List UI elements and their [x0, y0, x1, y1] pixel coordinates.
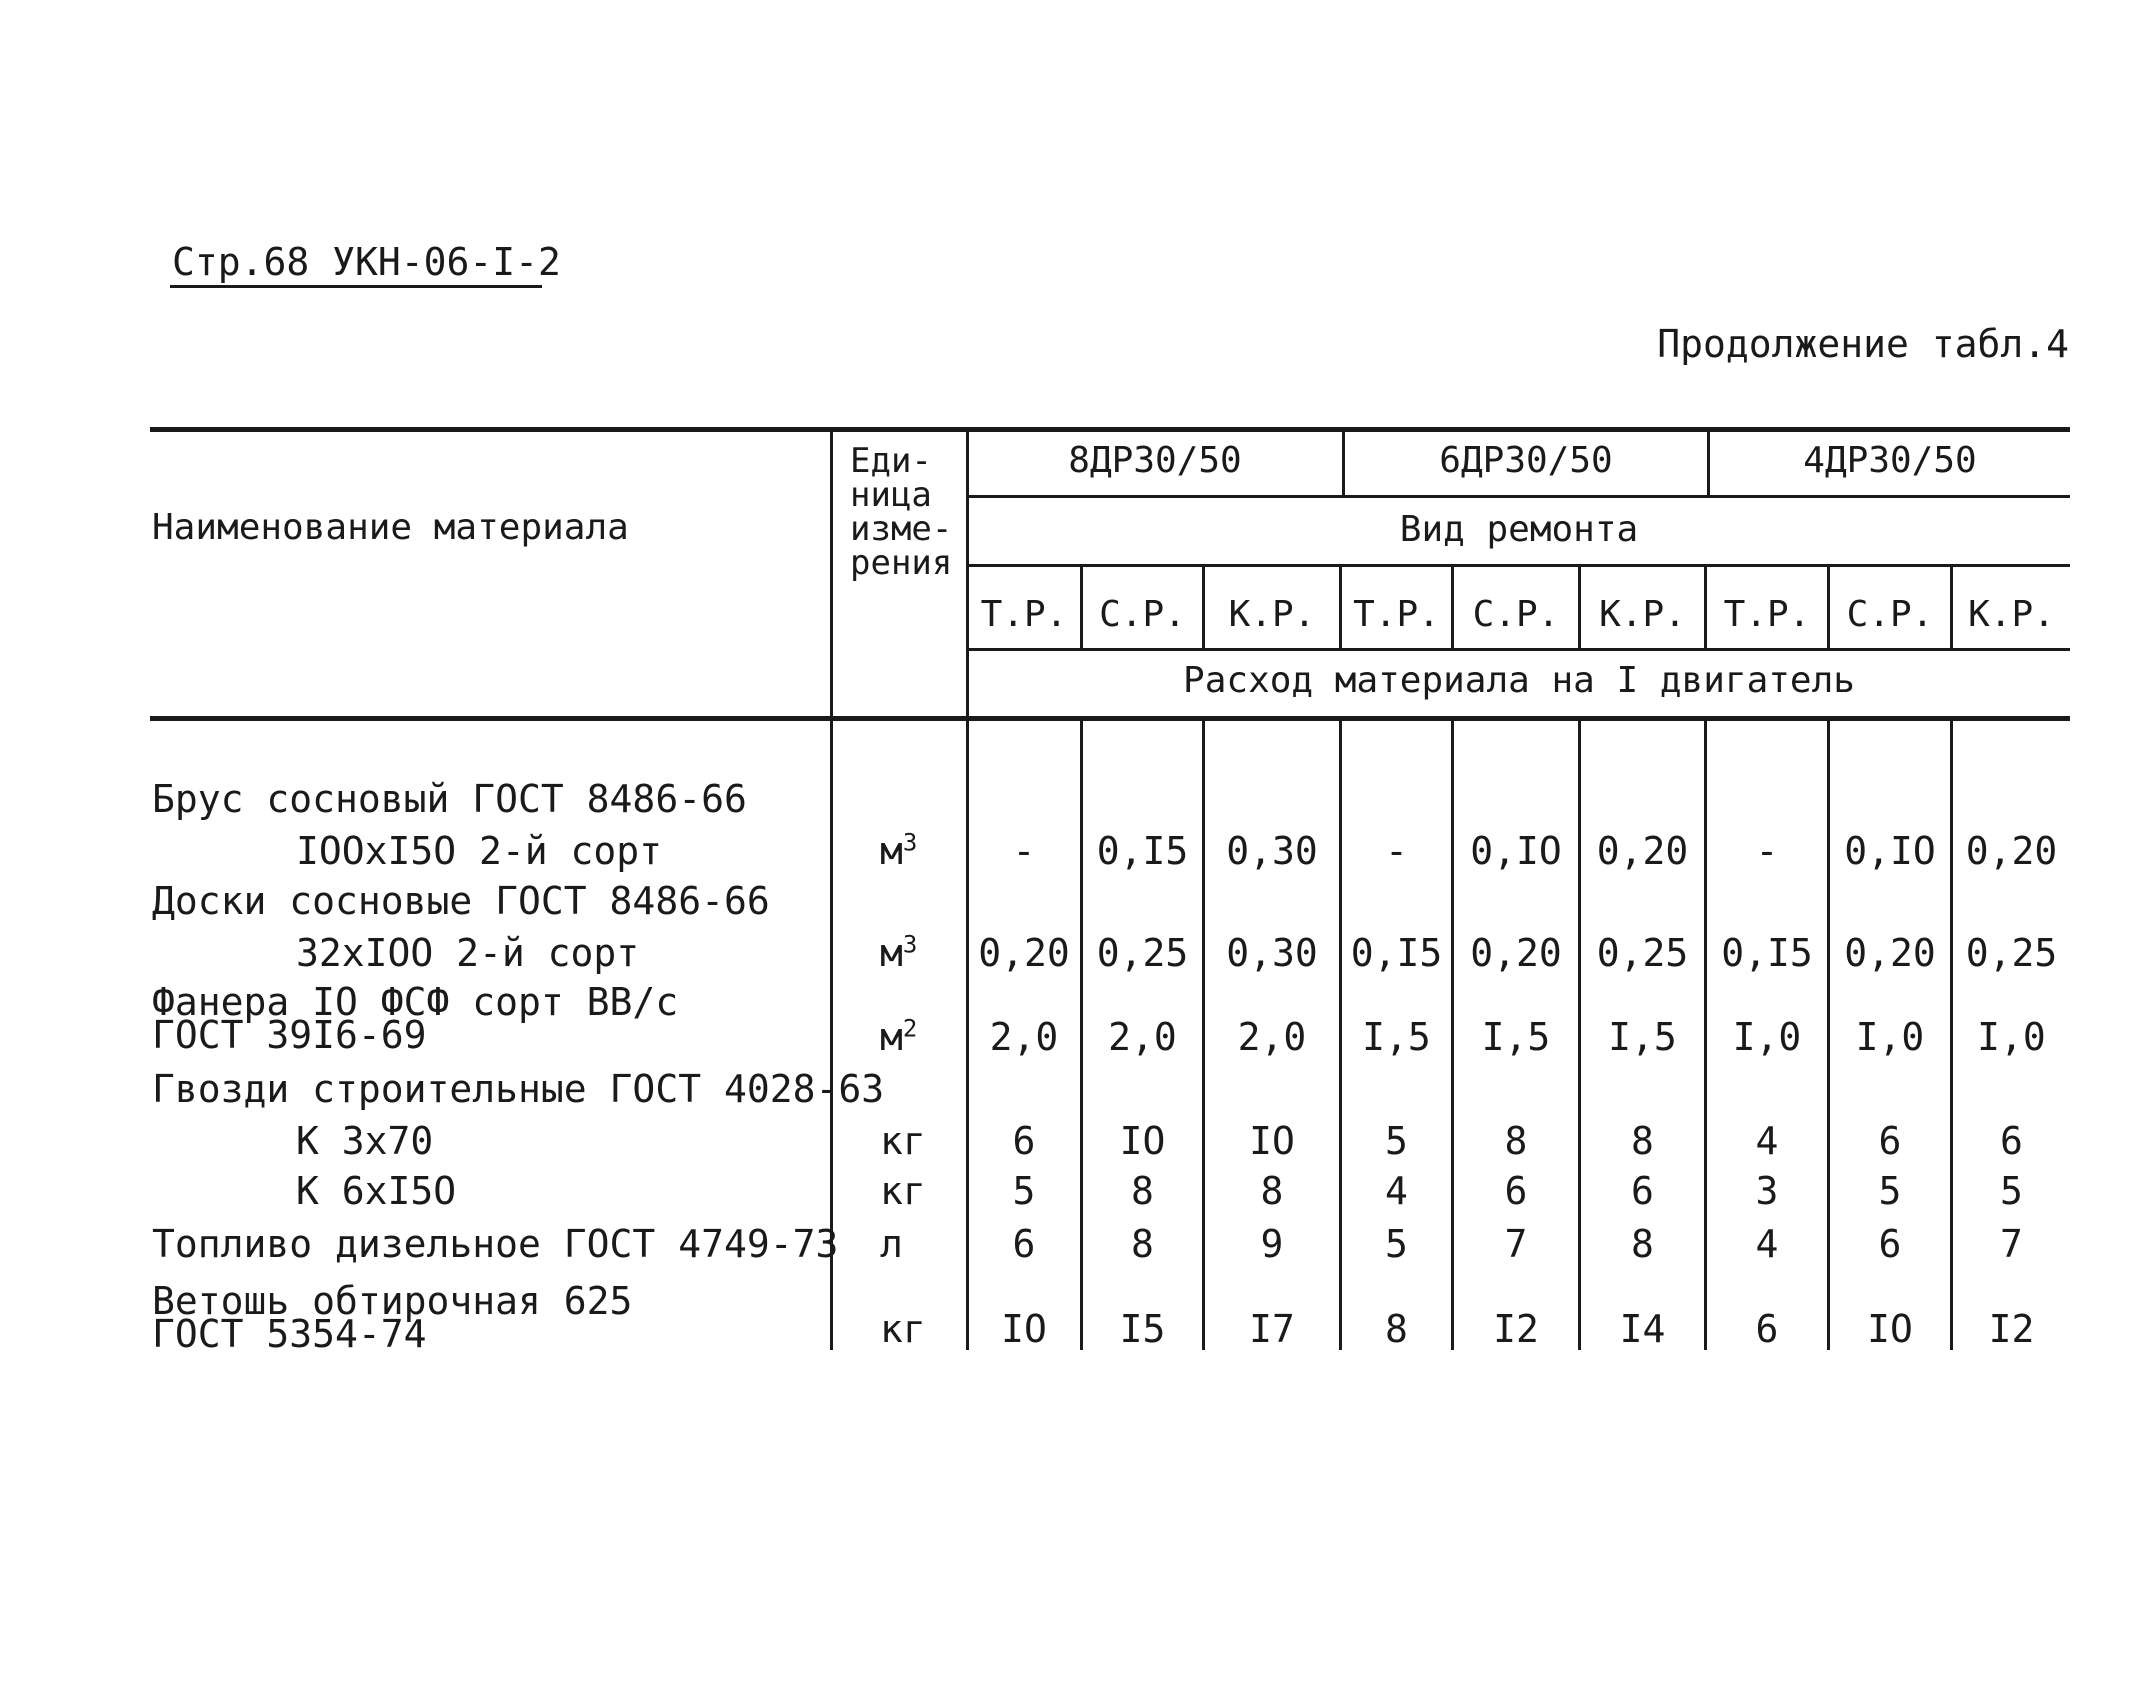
unit-header-line-2: ница — [850, 475, 932, 515]
table-top-rule — [150, 427, 2070, 432]
material-name: Фанера IO ФСФ сорт ВВ/с — [152, 980, 679, 1024]
value-cell: 4 — [1755, 1222, 1779, 1266]
unit-cell — [880, 1119, 926, 1163]
value-cell: 8 — [1260, 1169, 1284, 1213]
repair-code-header: К.Р. — [1968, 594, 2055, 635]
value-cell: 0,I5 — [1096, 829, 1189, 873]
value-cell: 0,20 — [1965, 829, 2058, 873]
material-spec: 32xIOO 2-й сорт — [296, 931, 640, 975]
value-cell: 6 — [1878, 1119, 1902, 1163]
value-cell: 8 — [1631, 1222, 1654, 1266]
value-cell: 2,0 — [1108, 1015, 1177, 1059]
value-cell: 8 — [1131, 1169, 1154, 1213]
value-cell: 8 — [1385, 1307, 1408, 1351]
repair-code-header: С.Р. — [1846, 594, 1934, 635]
value-cell: I,5 — [1362, 1015, 1431, 1059]
engine-rule — [968, 495, 2070, 498]
page-reference-underline — [170, 285, 542, 288]
value-cell: I2 — [1988, 1307, 2035, 1351]
value-cell: 0,I5 — [1350, 931, 1443, 975]
unit-header-line-3: изме- — [850, 509, 953, 549]
material-name: Доски сосновые ГОСТ 8486-66 — [152, 879, 770, 923]
repair-code-header: Т.Р. — [1353, 594, 1440, 635]
value-cell: 5 — [1878, 1169, 1902, 1213]
value-cell: I7 — [1249, 1307, 1295, 1351]
value-cell: 8 — [1131, 1222, 1154, 1266]
value-cell: 4 — [1385, 1169, 1408, 1213]
page-reference: Стр.68 УКН-06-I-2 — [172, 240, 561, 284]
value-cell: 7 — [2000, 1222, 2023, 1266]
unit-exponent: 3 — [902, 828, 918, 857]
value-cell: 5 — [1385, 1119, 1408, 1163]
value-cell: IO — [1867, 1307, 1913, 1351]
value-cell: - — [1385, 829, 1408, 873]
unit-base: м — [880, 931, 903, 975]
value-cell: 8 — [1631, 1119, 1654, 1163]
unit-exponent: 2 — [902, 1014, 918, 1043]
unit-cell — [880, 828, 918, 873]
repair-code-header: Т.Р. — [1723, 594, 1811, 635]
data-column-separator — [966, 430, 969, 1350]
unit-base: кг — [880, 1307, 926, 1351]
value-cell: 7 — [1504, 1222, 1528, 1266]
value-cell: I5 — [1119, 1307, 1166, 1351]
material-name: Гвозди строительные ГОСТ 4028-63 — [152, 1067, 885, 1111]
value-cell: 6 — [2000, 1119, 2023, 1163]
value-cell: 5 — [1012, 1169, 1036, 1213]
unit-header-line-4: рения — [850, 543, 953, 583]
repair-code-rule — [968, 648, 2070, 651]
material-spec: ГОСТ 39I6-69 — [152, 1013, 427, 1057]
value-cell: 0,IO — [1470, 829, 1562, 873]
value-cell: 0,25 — [1096, 931, 1189, 975]
value-cell: I,0 — [1977, 1015, 2046, 1059]
unit-cell — [880, 1307, 926, 1351]
unit-cell — [880, 930, 918, 975]
value-cell: 2,0 — [989, 1015, 1059, 1059]
material-name: Топливо дизельное ГОСТ 4749-73 — [152, 1222, 839, 1266]
value-cell: I,0 — [1855, 1015, 1925, 1059]
engine-8dr-header: 8ДР30/50 — [1068, 440, 1242, 481]
unit-cell — [880, 1169, 926, 1213]
material-name: Брус сосновый ГОСТ 8486-66 — [152, 777, 747, 821]
value-cell: 0,20 — [1844, 931, 1936, 975]
value-cell: IO — [1001, 1307, 1047, 1351]
material-spec: К 3x70 — [296, 1119, 434, 1163]
consumption-header: Расход материала на I двигатель — [1183, 660, 1855, 701]
value-cell: 0,30 — [1226, 931, 1318, 975]
value-cell: 6 — [1012, 1222, 1036, 1266]
value-cell: 0,20 — [1596, 829, 1689, 873]
material-column-header: Наименование материала — [152, 507, 629, 548]
repair-type-header: Вид ремонта — [1399, 509, 1639, 550]
value-cell: 0,I5 — [1721, 931, 1813, 975]
material-spec: IOOxI5O 2-й сорт — [296, 829, 663, 873]
unit-base: кг — [880, 1169, 926, 1213]
value-cell: 9 — [1260, 1222, 1284, 1266]
repair-code-header: С.Р. — [1472, 594, 1560, 635]
engine-4dr-header: 4ДР30/50 — [1803, 440, 1977, 481]
value-cell: 2,0 — [1237, 1015, 1307, 1059]
table-caption: Продолжение табл.4 — [1657, 322, 2069, 366]
value-cell: 4 — [1755, 1119, 1779, 1163]
unit-base: кг — [880, 1119, 926, 1163]
unit-header-line-1: Еди- — [850, 441, 932, 481]
unit-exponent: 3 — [902, 930, 918, 959]
repair-code-header: К.Р. — [1228, 594, 1316, 635]
value-cell: 8 — [1504, 1119, 1528, 1163]
unit-column-header — [850, 441, 953, 583]
repair-code-header: Т.Р. — [980, 594, 1068, 635]
value-cell: 5 — [1385, 1222, 1408, 1266]
value-cell: IO — [1249, 1119, 1295, 1163]
value-cell: 0,20 — [978, 931, 1070, 975]
unit-cell — [880, 1222, 903, 1266]
material-name: Ветошь обтирочная 625 — [152, 1279, 633, 1323]
value-cell: IO — [1119, 1119, 1166, 1163]
value-cell: 0,IO — [1844, 829, 1936, 873]
unit-column-separator — [830, 430, 833, 1350]
repair-code-header: С.Р. — [1099, 594, 1186, 635]
engine-6dr-header: 6ДР30/50 — [1439, 440, 1613, 481]
value-cell: I2 — [1493, 1307, 1539, 1351]
value-cell: 0,25 — [1596, 931, 1689, 975]
unit-base: м — [880, 829, 903, 873]
unit-base: л — [880, 1222, 903, 1266]
value-cell: I,5 — [1608, 1015, 1677, 1059]
value-cell: - — [1755, 829, 1779, 873]
value-cell: - — [1012, 829, 1036, 873]
value-cell: 3 — [1755, 1169, 1779, 1213]
repair-type-rule — [968, 564, 2070, 567]
value-cell: 0,30 — [1226, 829, 1318, 873]
material-spec: К 6xI5O — [296, 1169, 457, 1213]
value-cell: 0,25 — [1965, 931, 2058, 975]
value-cell: 6 — [1504, 1169, 1528, 1213]
value-cell: 6 — [1631, 1169, 1654, 1213]
value-cell: I4 — [1619, 1307, 1666, 1351]
repair-code-header: К.Р. — [1599, 594, 1686, 635]
value-cell: I,0 — [1732, 1015, 1802, 1059]
header-bottom-rule — [150, 716, 2070, 721]
unit-cell — [880, 1014, 918, 1059]
value-cell: I,5 — [1481, 1015, 1551, 1059]
value-cell: 6 — [1878, 1222, 1902, 1266]
value-cell: 0,20 — [1470, 931, 1562, 975]
value-cell: 6 — [1012, 1119, 1036, 1163]
material-spec: ГОСТ 5354-74 — [152, 1312, 427, 1356]
unit-base: м — [880, 1015, 903, 1059]
value-cell: 5 — [2000, 1169, 2023, 1213]
value-cell: 6 — [1755, 1307, 1779, 1351]
